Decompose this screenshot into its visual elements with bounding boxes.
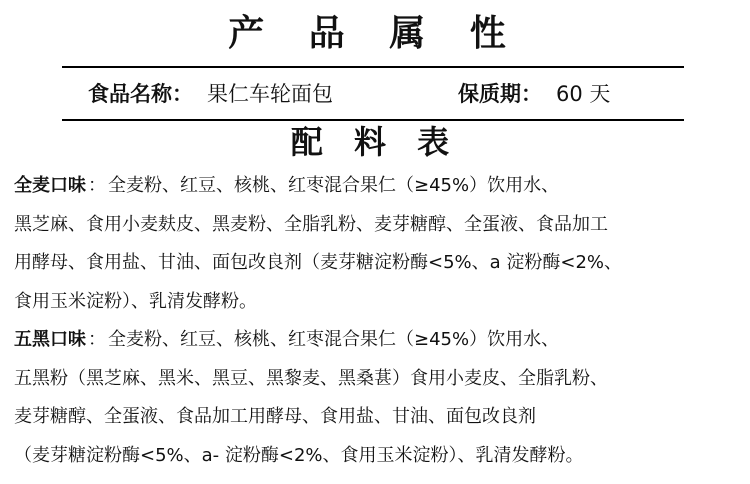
ingredients-title: 配 料 表	[290, 123, 460, 161]
ingredient-line: 用酵母、食用盐、甘油、面包改良剂（麦芽糖淀粉酶<5%、a 淀粉酶<2%、	[14, 252, 623, 273]
ingredient-line: 五黑粉（黑芝麻、黑米、黑豆、黑黎麦、黑桑葚）食用小麦皮、全脂乳粉、	[14, 367, 608, 389]
page-title: 产 品 属 性	[228, 13, 522, 54]
ingredient-text: 全麦粉、红豆、核桃、红枣混合果仁（≥45%）饮用水、	[108, 329, 560, 350]
product-name-label: 食品名称：	[88, 82, 193, 106]
ingredient-line: （麦芽糖淀粉酶<5%、a- 淀粉酶<2%、食用玉米淀粉）、乳清发酵粉。	[14, 444, 584, 466]
flavor-block-fiveblack	[14, 321, 746, 475]
product-name-value: 果仁车轮面包	[207, 82, 333, 106]
shelf-life-row	[458, 72, 610, 116]
flavor-label: 五黑口味	[14, 329, 86, 350]
flavor-block-wholewheat	[14, 167, 746, 321]
ingredient-line	[14, 167, 746, 206]
ingredient-line: 食用玉米淀粉）、乳清发酵粉。	[14, 290, 257, 312]
flavor-separator: ：	[88, 329, 106, 350]
product-name-row	[88, 72, 333, 116]
shelf-life-label: 保质期：	[458, 82, 542, 106]
flavor-label: 全麦口味	[14, 175, 86, 196]
ingredient-line: 麦芽糖醇、全蛋液、食品加工用酵母、食用盐、甘油、面包改良剂	[14, 406, 536, 427]
ingredient-text: 全麦粉、红豆、核桃、红枣混合果仁（≥45%）饮用水、	[108, 175, 560, 196]
top-divider	[62, 66, 684, 68]
shelf-life-value: 60 天	[556, 82, 611, 106]
ingredients-list	[14, 167, 746, 475]
ingredient-line	[14, 321, 746, 360]
ingredient-line: 黑芝麻、食用小麦麸皮、黑麦粉、全脂乳粉、麦芽糖醇、全蛋液、食品加工	[14, 213, 608, 235]
flavor-separator: ：	[88, 175, 106, 196]
